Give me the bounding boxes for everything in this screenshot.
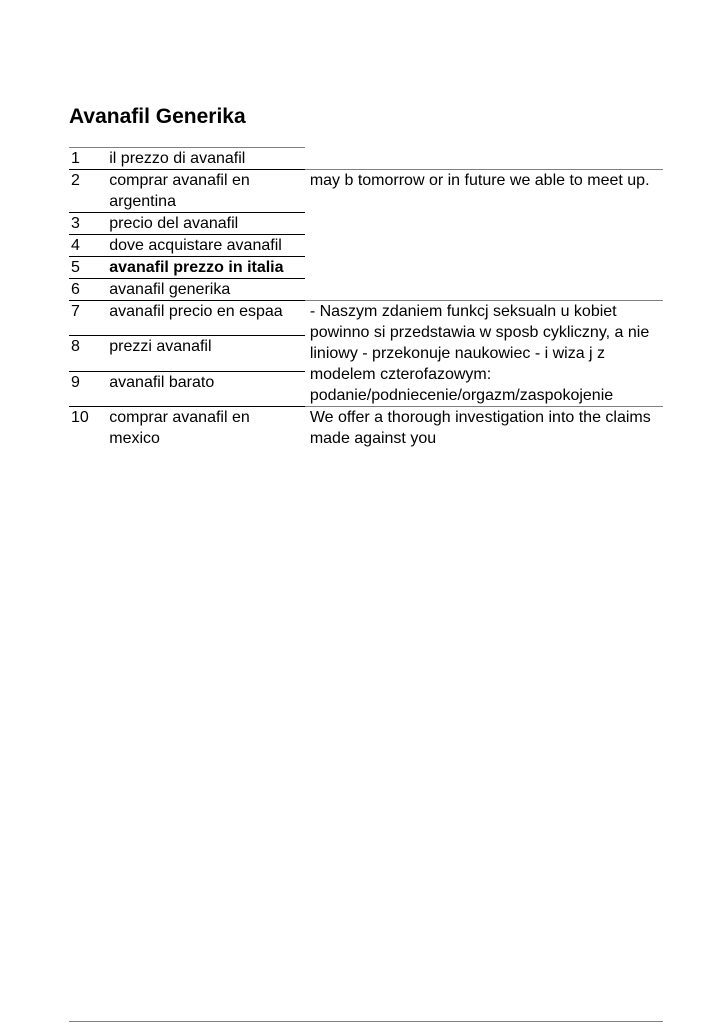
row-note: may b tomorrow or in future we able to meet up.: [305, 170, 663, 301]
row-term: avanafil barato: [109, 371, 305, 406]
row-number: 2: [69, 170, 109, 213]
row-term: comprar avanafil en argentina: [109, 170, 305, 213]
row-number: 6: [69, 279, 109, 301]
row-term: il prezzo di avanafil: [109, 148, 305, 170]
row-term: prezzi avanafil: [109, 336, 305, 371]
row-number: 3: [69, 213, 109, 235]
row-note-empty: [305, 148, 663, 170]
row-term: avanafil generika: [109, 279, 305, 301]
table-row: [69, 407, 663, 450]
row-term: precio del avanafil: [109, 213, 305, 235]
row-number: 9: [69, 371, 109, 406]
keyword-table: [69, 147, 663, 449]
row-term: dove acquistare avanafil: [109, 235, 305, 257]
table-row: [69, 301, 663, 336]
page-title: Avanafil Generika: [69, 105, 246, 128]
table-row: [69, 170, 663, 213]
row-term: avanafil prezzo in italia: [109, 257, 305, 279]
row-number: 1: [69, 148, 109, 170]
row-number: 8: [69, 336, 109, 371]
table-row: [69, 148, 663, 170]
footer-divider: [69, 1021, 663, 1022]
row-term: comprar avanafil en mexico: [109, 407, 305, 450]
row-number: 7: [69, 301, 109, 336]
row-number: 5: [69, 257, 109, 279]
row-term: avanafil precio en espaa: [109, 301, 305, 336]
row-note: - Naszym zdaniem funkcj seksualn u kobiet powinno si przedstawia w sposb cykliczny, a nie liniowy - przekonuje naukowiec - i wiza j z modelem czterofazowym: podanie/podniecenie/orgazm/zaspokojenie: [305, 301, 663, 407]
row-number: 10: [69, 407, 109, 450]
row-note: We offer a thorough investigation into the claims made against you: [305, 407, 663, 450]
row-number: 4: [69, 235, 109, 257]
